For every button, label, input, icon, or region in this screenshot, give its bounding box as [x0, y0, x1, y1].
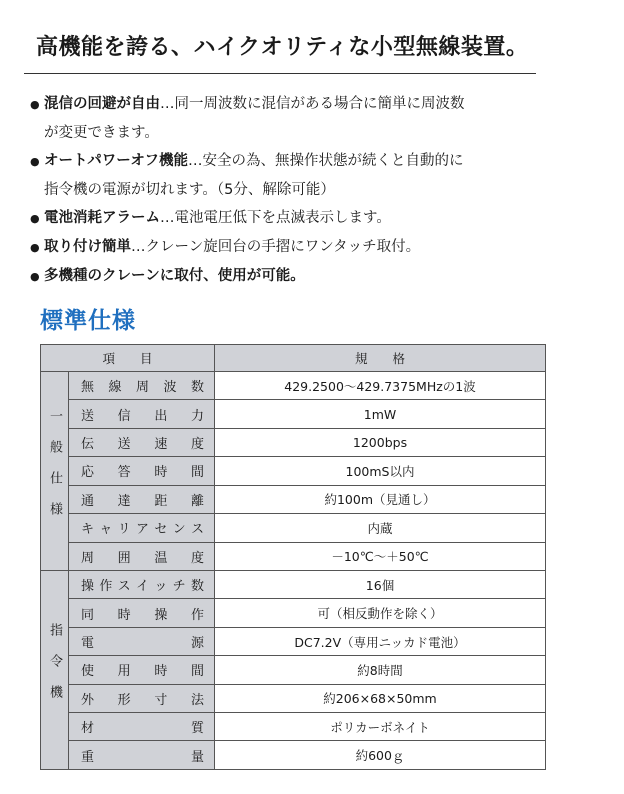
table-row — [41, 713, 546, 741]
table-row — [41, 457, 546, 485]
feature-continuation: が変更できます。 — [44, 125, 159, 141]
bullet-icon: ● — [30, 98, 40, 111]
item-label: 伝 送 速 度 — [81, 437, 204, 453]
item-label: 外 形 寸 法 — [81, 692, 204, 708]
item-cell — [69, 684, 215, 712]
feature-item — [30, 204, 550, 233]
header-spec-cell — [215, 345, 546, 372]
feature-item — [30, 90, 550, 147]
value-cell: 約8時間 — [215, 656, 546, 684]
value-cell: 16個 — [215, 570, 546, 598]
table-row — [41, 428, 546, 456]
value-cell: －10℃～＋50℃ — [215, 542, 546, 570]
item-cell — [69, 485, 215, 513]
bullet-icon: ● — [30, 270, 40, 283]
item-label: 重 量 — [81, 749, 205, 765]
group-label: 指令機 — [47, 623, 62, 717]
feature-text: …同一周波数に混信がある場合に簡単に周波数 — [160, 96, 465, 112]
item-label: 同 時 操 作 — [81, 607, 204, 623]
item-label: 使 用 時 間 — [81, 664, 204, 680]
feature-head: 取り付け簡単 — [44, 239, 131, 255]
value-cell: 可（相反動作を除く） — [215, 599, 546, 627]
value-cell: 1mW — [215, 400, 546, 428]
item-cell — [69, 400, 215, 428]
feature-line — [30, 204, 550, 233]
group-label-cell — [41, 570, 69, 769]
value-cell: 1200bps — [215, 428, 546, 456]
item-cell — [69, 599, 215, 627]
feature-head: 電池消耗アラーム — [44, 210, 160, 226]
item-cell — [69, 457, 215, 485]
feature-head: オートパワーオフ機能 — [44, 153, 188, 169]
spec-header-row — [41, 345, 546, 372]
table-row — [41, 570, 546, 598]
item-label: 応 答 時 間 — [81, 465, 204, 481]
header-item-cell — [41, 345, 215, 372]
item-cell — [69, 514, 215, 542]
header-spec-label: 規 格 — [355, 351, 406, 366]
item-cell — [69, 542, 215, 570]
table-row — [41, 514, 546, 542]
item-label: 無 線 周 波 数 — [81, 380, 205, 396]
feature-list — [30, 90, 550, 291]
feature-text: …電池電圧低下を点滅表示します。 — [160, 210, 391, 226]
item-label: 操 作 ス イ ッ チ 数 — [81, 579, 204, 595]
item-label: 材 質 — [81, 721, 205, 737]
feature-item — [30, 147, 550, 204]
page-headline: 高機能を誇る、ハイクオリティな小型無線装置。 — [36, 35, 529, 60]
group-label-cell — [41, 372, 69, 571]
table-row — [41, 627, 546, 655]
table-row — [41, 400, 546, 428]
table-row — [41, 684, 546, 712]
item-cell — [69, 570, 215, 598]
item-label: 電 源 — [81, 636, 205, 651]
value-cell: 429.2500～429.7375MHzの1波 — [215, 372, 546, 400]
value-cell: ポリカーボネイト — [215, 713, 546, 741]
section-title: 標準仕様 — [40, 308, 136, 334]
feature-head: 混信の回避が自由 — [44, 96, 160, 112]
feature-line — [30, 147, 550, 176]
item-cell — [69, 627, 215, 655]
header-item-label: 項 目 — [102, 351, 153, 366]
feature-head: 多機種のクレーンに取付、使用が可能。 — [44, 268, 305, 284]
item-label: キ ャ リ ア セ ン ス — [81, 522, 204, 538]
headline-rule — [24, 73, 536, 74]
feature-line — [30, 262, 550, 291]
table-row — [41, 741, 546, 770]
bullet-icon: ● — [30, 212, 40, 225]
feature-line — [30, 90, 550, 119]
value-cell: 内蔵 — [215, 514, 546, 542]
item-cell — [69, 428, 215, 456]
value-cell: 約100m（見通し） — [215, 485, 546, 513]
feature-item — [30, 262, 550, 291]
feature-text: …安全の為、無操作状態が続くと自動的に — [187, 153, 464, 169]
value-cell: 約600ｇ — [215, 741, 546, 770]
table-row — [41, 542, 546, 570]
item-cell — [69, 656, 215, 684]
table-row — [41, 599, 546, 627]
spec-table — [40, 344, 546, 770]
item-cell — [69, 372, 215, 400]
group-label: 一般仕様 — [47, 408, 62, 533]
item-label: 通 達 距 離 — [81, 493, 204, 509]
value-cell: DC7.2V（専用ニッカド電池） — [215, 627, 546, 655]
item-cell — [69, 741, 215, 770]
feature-line — [30, 233, 550, 262]
feature-text: …クレーン旋回台の手摺にワンタッチ取付。 — [131, 239, 421, 255]
table-row — [41, 656, 546, 684]
bullet-icon: ● — [30, 241, 40, 254]
table-row — [41, 372, 546, 400]
item-label: 周 囲 温 度 — [81, 550, 204, 566]
feature-continuation: 指令機の電源が切れます。（5分、解除可能） — [44, 182, 335, 198]
item-cell — [69, 713, 215, 741]
spec-body — [41, 372, 546, 770]
table-row — [41, 485, 546, 513]
bullet-icon: ● — [30, 155, 40, 168]
value-cell: 100mS以内 — [215, 457, 546, 485]
value-cell: 約206×68×50mm — [215, 684, 546, 712]
feature-item — [30, 233, 550, 262]
item-label: 送 信 出 力 — [81, 408, 204, 424]
